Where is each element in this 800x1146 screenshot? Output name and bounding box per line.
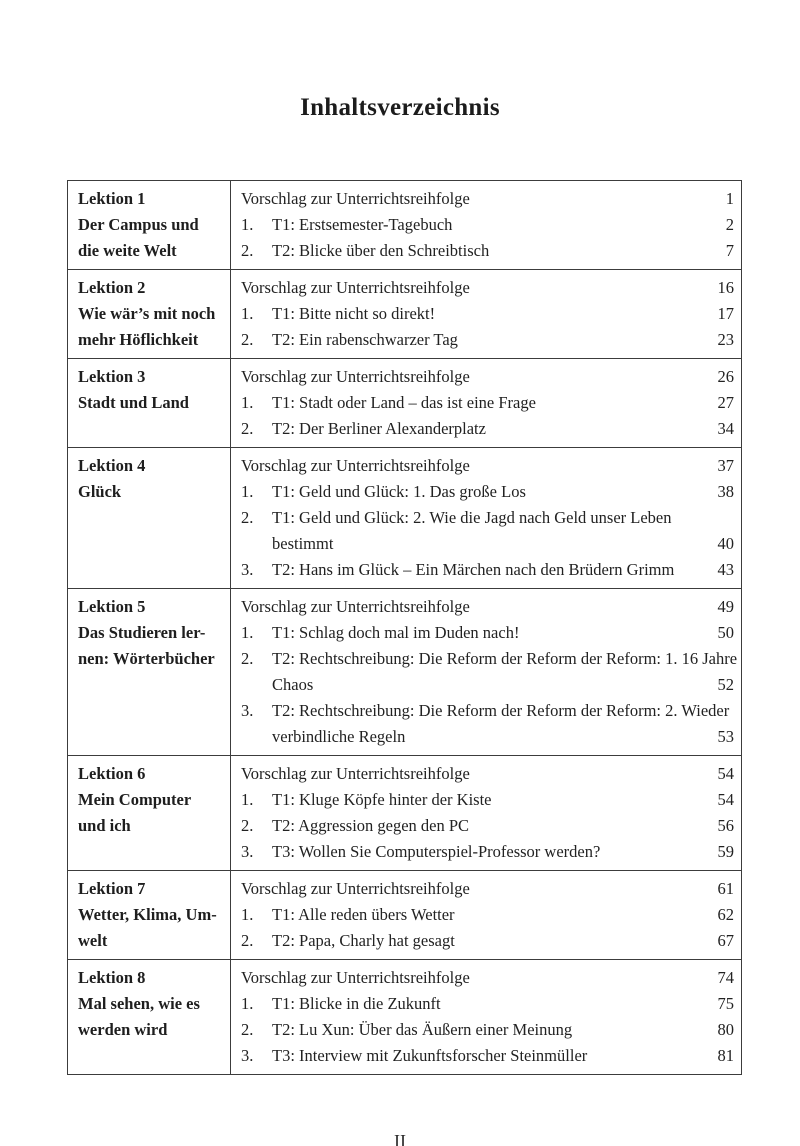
- entry-page-number: 54: [714, 787, 735, 813]
- lektion-title-line: nen: Wörterbücher: [78, 649, 215, 668]
- entry-text: [272, 646, 741, 698]
- entry-number: 3.: [241, 701, 254, 720]
- entry-text: [241, 275, 741, 301]
- entry-text: [272, 902, 741, 928]
- entry-number: 1.: [241, 482, 254, 501]
- lektion-title-line: Stadt und Land: [78, 393, 189, 412]
- entry-text-line: T2: Blicke über den Schreibtisch: [272, 241, 490, 260]
- toc-row: [68, 871, 742, 960]
- entry-text-line: Vorschlag zur Unterrichtsreihfolge: [241, 597, 470, 616]
- entry-text: [241, 876, 741, 902]
- toc-entry: [241, 1043, 741, 1069]
- entries-cell: [231, 960, 742, 1075]
- lektion-cell: [68, 589, 231, 756]
- toc-row: [68, 448, 742, 589]
- entry-page-number: 26: [714, 364, 735, 390]
- entry-text: [272, 928, 741, 954]
- entry-page-number: 16: [714, 275, 735, 301]
- toc-row: [68, 181, 742, 270]
- lektion-title-line: die weite Welt: [78, 241, 177, 260]
- lektion-cell: [68, 448, 231, 589]
- toc-entry: [241, 761, 741, 787]
- entry-text-line: T2: Hans im Glück – Ein Märchen nach den Brüdern Grimm: [272, 560, 675, 579]
- entry-text: [272, 557, 741, 583]
- toc-row: [68, 359, 742, 448]
- entry-page-number: 53: [714, 724, 735, 750]
- entry-number: 1.: [241, 790, 254, 809]
- entry-number: 1.: [241, 905, 254, 924]
- entry-page-number: 54: [714, 761, 735, 787]
- entry-text-line: T2: Der Berliner Alexanderplatz: [272, 419, 486, 438]
- lektion-title-line: welt: [78, 931, 108, 950]
- entry-text-line: Chaos: [272, 675, 314, 694]
- entry-text-line: Vorschlag zur Unterrichtsreihfolge: [241, 278, 470, 297]
- toc-entry: [241, 327, 741, 353]
- entry-text: [272, 787, 741, 813]
- toc-entry: [241, 646, 741, 698]
- toc-entry: [241, 594, 741, 620]
- entry-text: [241, 186, 741, 212]
- entry-page-number: 74: [714, 965, 735, 991]
- entry-text-line: Vorschlag zur Unterrichtsreihfolge: [241, 968, 470, 987]
- entry-page-number: 81: [714, 1043, 735, 1069]
- entry-page-number: 2: [722, 212, 734, 238]
- entry-text: [272, 505, 741, 557]
- lektion-title-line: Mein Computer: [78, 790, 192, 809]
- toc-entry: [241, 505, 741, 557]
- entry-page-number: 23: [714, 327, 735, 353]
- entry-number: 1.: [241, 623, 254, 642]
- entry-text: [272, 698, 741, 750]
- entry-number: 2.: [241, 330, 254, 349]
- entry-page-number: 61: [714, 876, 735, 902]
- entry-text-line: T3: Interview mit Zukunftsforscher Steinmüller: [272, 1046, 588, 1065]
- lektion-title-line: mehr Höflichkeit: [78, 330, 199, 349]
- toc-entry: [241, 416, 741, 442]
- toc-entry: [241, 902, 741, 928]
- lektion-title-line: Mal sehen, wie es: [78, 994, 200, 1013]
- toc-entry: [241, 1017, 741, 1043]
- toc-entry: [241, 787, 741, 813]
- entry-text-line: T1: Erstsemester-Tagebuch: [272, 215, 453, 234]
- toc-entry: [241, 839, 741, 865]
- entry-number: 1.: [241, 994, 254, 1013]
- entry-text: [272, 238, 741, 264]
- entry-text: [272, 479, 741, 505]
- toc-table-body: [68, 181, 742, 1075]
- entry-text: [272, 1017, 741, 1043]
- entry-number: 2.: [241, 931, 254, 950]
- toc-row: [68, 270, 742, 359]
- lektion-title-line: Das Studieren ler-: [78, 623, 206, 642]
- entry-page-number: 17: [714, 301, 735, 327]
- entry-text: [272, 991, 741, 1017]
- entry-text: [272, 620, 741, 646]
- entry-text-line: T2: Lu Xun: Über das Äußern einer Meinung: [272, 1020, 573, 1039]
- entry-text-line: T1: Bitte nicht so direkt!: [272, 304, 436, 323]
- toc-row: [68, 589, 742, 756]
- entry-page-number: 38: [714, 479, 735, 505]
- entry-text: [272, 1043, 741, 1069]
- entry-text-line: Vorschlag zur Unterrichtsreihfolge: [241, 764, 470, 783]
- entry-text-line: Vorschlag zur Unterrichtsreihfolge: [241, 367, 470, 386]
- entries-cell: [231, 756, 742, 871]
- toc-entry: [241, 275, 741, 301]
- toc-entry: [241, 965, 741, 991]
- toc-entry: [241, 479, 741, 505]
- toc-row: [68, 960, 742, 1075]
- lektion-title-line: werden wird: [78, 1020, 168, 1039]
- toc-entry: [241, 301, 741, 327]
- lektion-cell: [68, 270, 231, 359]
- entry-text-line: Vorschlag zur Unterrichtsreihfolge: [241, 456, 470, 475]
- entry-text-line: bestimmt: [272, 534, 334, 553]
- entry-text-line: T1: Schlag doch mal im Duden nach!: [272, 623, 520, 642]
- entry-text-line: Vorschlag zur Unterrichtsreihfolge: [241, 879, 470, 898]
- lektion-title-line: Wie wär’s mit noch: [78, 304, 216, 323]
- entry-text-line: verbindliche Regeln: [272, 727, 406, 746]
- entry-text-line: T1: Geld und Glück: 1. Das große Los: [272, 482, 526, 501]
- entry-text: [272, 813, 741, 839]
- entry-page-number: 67: [714, 928, 735, 954]
- entry-number: 3.: [241, 1046, 254, 1065]
- entry-page-number: 1: [722, 186, 734, 212]
- entry-number: 3.: [241, 842, 254, 861]
- entry-text: [241, 965, 741, 991]
- entry-text: [241, 594, 741, 620]
- entry-text: [241, 364, 741, 390]
- entry-number: 1.: [241, 215, 254, 234]
- entry-text-line: T2: Ein rabenschwarzer Tag: [272, 330, 458, 349]
- lektion-label: Lektion 5: [78, 597, 146, 616]
- entries-cell: [231, 589, 742, 756]
- entry-text-line: T3: Wollen Sie Computerspiel-Professor werden?: [272, 842, 601, 861]
- entry-text-line: T2: Aggression gegen den PC: [272, 816, 470, 835]
- lektion-cell: [68, 756, 231, 871]
- entry-text: [241, 453, 741, 479]
- toc-entry: [241, 390, 741, 416]
- lektion-label: Lektion 4: [78, 456, 146, 475]
- toc-entry: [241, 991, 741, 1017]
- entry-number: 1.: [241, 304, 254, 323]
- lektion-title-line: Glück: [78, 482, 122, 501]
- entry-text: [241, 761, 741, 787]
- entry-page-number: 80: [714, 1017, 735, 1043]
- entry-text-line: Vorschlag zur Unterrichtsreihfolge: [241, 189, 470, 208]
- entry-page-number: 56: [714, 813, 735, 839]
- entry-text: [272, 390, 741, 416]
- lektion-cell: [68, 871, 231, 960]
- lektion-title-line: Wetter, Klima, Um-: [78, 905, 217, 924]
- toc-entry: [241, 620, 741, 646]
- page-title: Inhaltsverzeichnis: [300, 94, 500, 121]
- entry-page-number: 27: [714, 390, 735, 416]
- entry-page-number: 50: [714, 620, 735, 646]
- lektion-label: Lektion 6: [78, 764, 146, 783]
- lektion-label: Lektion 2: [78, 278, 146, 297]
- entry-text-line: T1: Kluge Köpfe hinter der Kiste: [272, 790, 492, 809]
- toc-row: [68, 756, 742, 871]
- entry-text-line: T1: Blicke in die Zukunft: [272, 994, 441, 1013]
- entry-text: [272, 301, 741, 327]
- lektion-cell: [68, 359, 231, 448]
- toc-entry: [241, 557, 741, 583]
- entry-number: 2.: [241, 241, 254, 260]
- entry-text-line: T2: Rechtschreibung: Die Reform der Reform der Reform: 2. Wieder: [272, 701, 730, 720]
- entry-text-line: T1: Stadt oder Land – das ist eine Frage: [272, 393, 536, 412]
- entry-page-number: 37: [714, 453, 735, 479]
- entry-text-line: T1: Alle reden übers Wetter: [272, 905, 455, 924]
- entry-number: 2.: [241, 816, 254, 835]
- entry-page-number: 49: [714, 594, 735, 620]
- toc-entry: [241, 212, 741, 238]
- toc-entry: [241, 453, 741, 479]
- entry-page-number: 75: [714, 991, 735, 1017]
- toc-entry: [241, 928, 741, 954]
- entry-number: 2.: [241, 649, 254, 668]
- entry-number: 1.: [241, 393, 254, 412]
- entry-page-number: 7: [722, 238, 734, 264]
- lektion-label: Lektion 1: [78, 189, 146, 208]
- entry-page-number: 34: [714, 416, 735, 442]
- lektion-label: Lektion 8: [78, 968, 146, 987]
- toc-entry: [241, 813, 741, 839]
- entry-text: [272, 212, 741, 238]
- entries-cell: [231, 181, 742, 270]
- entries-cell: [231, 359, 742, 448]
- entries-cell: [231, 871, 742, 960]
- entry-text-line: T1: Geld und Glück: 2. Wie die Jagd nach Geld unser Leben: [272, 508, 672, 527]
- entry-text: [272, 839, 741, 865]
- toc-entry: [241, 186, 741, 212]
- entry-number: 2.: [241, 1020, 254, 1039]
- entry-number: 2.: [241, 508, 254, 527]
- lektion-label: Lektion 7: [78, 879, 146, 898]
- entry-text: [272, 327, 741, 353]
- lektion-title-line: Der Campus und: [78, 215, 199, 234]
- entry-page-number: 40: [714, 531, 735, 557]
- lektion-cell: [68, 181, 231, 270]
- entry-page-number: 62: [714, 902, 735, 928]
- toc-entry: [241, 238, 741, 264]
- lektion-title-line: und ich: [78, 816, 131, 835]
- toc-table: [67, 180, 742, 1075]
- footer-page-number: II: [394, 1131, 406, 1146]
- entries-cell: [231, 270, 742, 359]
- entry-page-number: 52: [714, 672, 735, 698]
- lektion-label: Lektion 3: [78, 367, 146, 386]
- entry-number: 2.: [241, 419, 254, 438]
- entry-page-number: 43: [714, 557, 735, 583]
- entry-text-line: T2: Rechtschreibung: Die Reform der Reform der Reform: 1. 16 Jahre: [272, 649, 738, 668]
- lektion-cell: [68, 960, 231, 1075]
- entry-text-line: T2: Papa, Charly hat gesagt: [272, 931, 455, 950]
- entries-cell: [231, 448, 742, 589]
- entry-number: 3.: [241, 560, 254, 579]
- toc-entry: [241, 876, 741, 902]
- toc-entry: [241, 364, 741, 390]
- entry-text: [272, 416, 741, 442]
- toc-entry: [241, 698, 741, 750]
- entry-page-number: 59: [714, 839, 735, 865]
